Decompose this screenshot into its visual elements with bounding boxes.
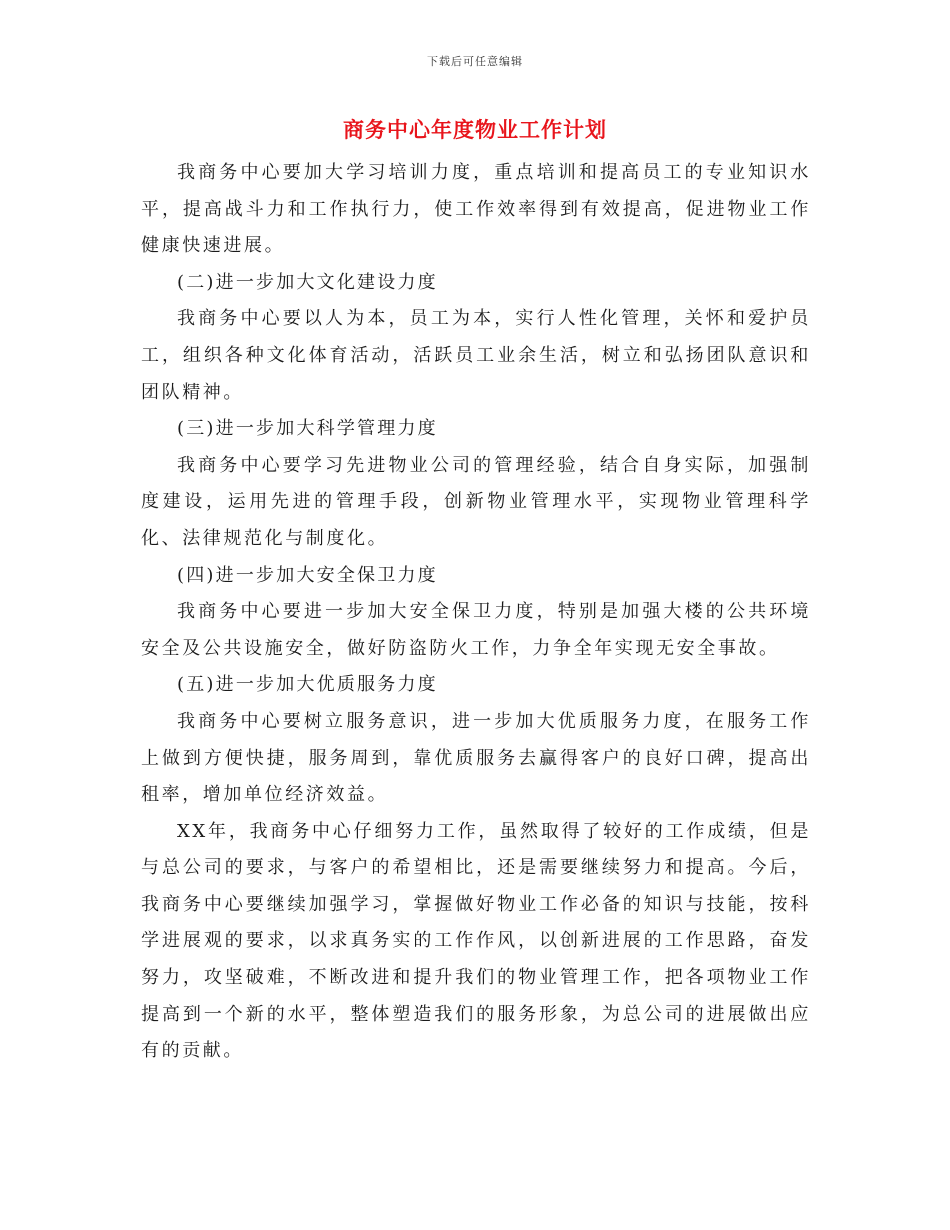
document-body: [141, 155, 811, 1070]
paragraph-conclusion: XX年，我商务中心仔细努力工作，虽然取得了较好的工作成绩，但是与总公司的要求，与客户的希望相比，还是需要继续努力和提高。今后，我商务中心要继续加强学习，掌握做好物业工作必备的知识与技能，按科学进展观的要求，以求真务实的工作作风，以创新进展的工作思路，奋发努力，攻坚破难，不断改进和提升我们的物业管理工作，把各项物业工作提高到一个新的水平，整体塑造我们的服务形象，为总公司的进展做出应有的贡献。: [141, 820, 811, 1062]
section-heading-4: (四)进一步加大安全保卫力度: [177, 564, 438, 586]
paragraph-service: 我商务中心要树立服务意识，进一步加大优质服务力度，在服务工作上做到方便快捷，服务周到，靠优质服务去赢得客户的良好口碑，提高出租率，增加单位经济效益。: [141, 710, 811, 806]
paragraph-management: 我商务中心要学习先进物业公司的管理经验，结合自身实际，加强制度建设，运用先进的管理手段，创新物业管理水平，实现物业管理科学化、法律规范化与制度化。: [141, 454, 811, 549]
paragraph-security: 我商务中心要进一步加大安全保卫力度，特别是加强大楼的公共环境安全及公共设施安全，做好防盗防火工作，力争全年实现无安全事故。: [141, 601, 811, 659]
header-note: 下载后可任意编辑: [427, 55, 523, 68]
paragraph-culture: 我商务中心要以人为本，员工为本，实行人性化管理，关怀和爱护员工，组织各种文化体育活动，活跃员工业余生活，树立和弘扬团队意识和团队精神。: [141, 308, 811, 403]
paragraph-intro: 我商务中心要加大学习培训力度，重点培训和提高员工的专业知识水平，提高战斗力和工作执行力，使工作效率得到有效提高，促进物业工作健康快速进展。: [141, 162, 811, 257]
document-title: 商务中心年度物业工作计划: [343, 118, 607, 142]
section-heading-5: (五)进一步加大优质服务力度: [177, 674, 438, 696]
section-heading-3: (三)进一步加大科学管理力度: [177, 418, 438, 440]
section-heading-2: (二)进一步加大文化建设力度: [177, 271, 438, 293]
